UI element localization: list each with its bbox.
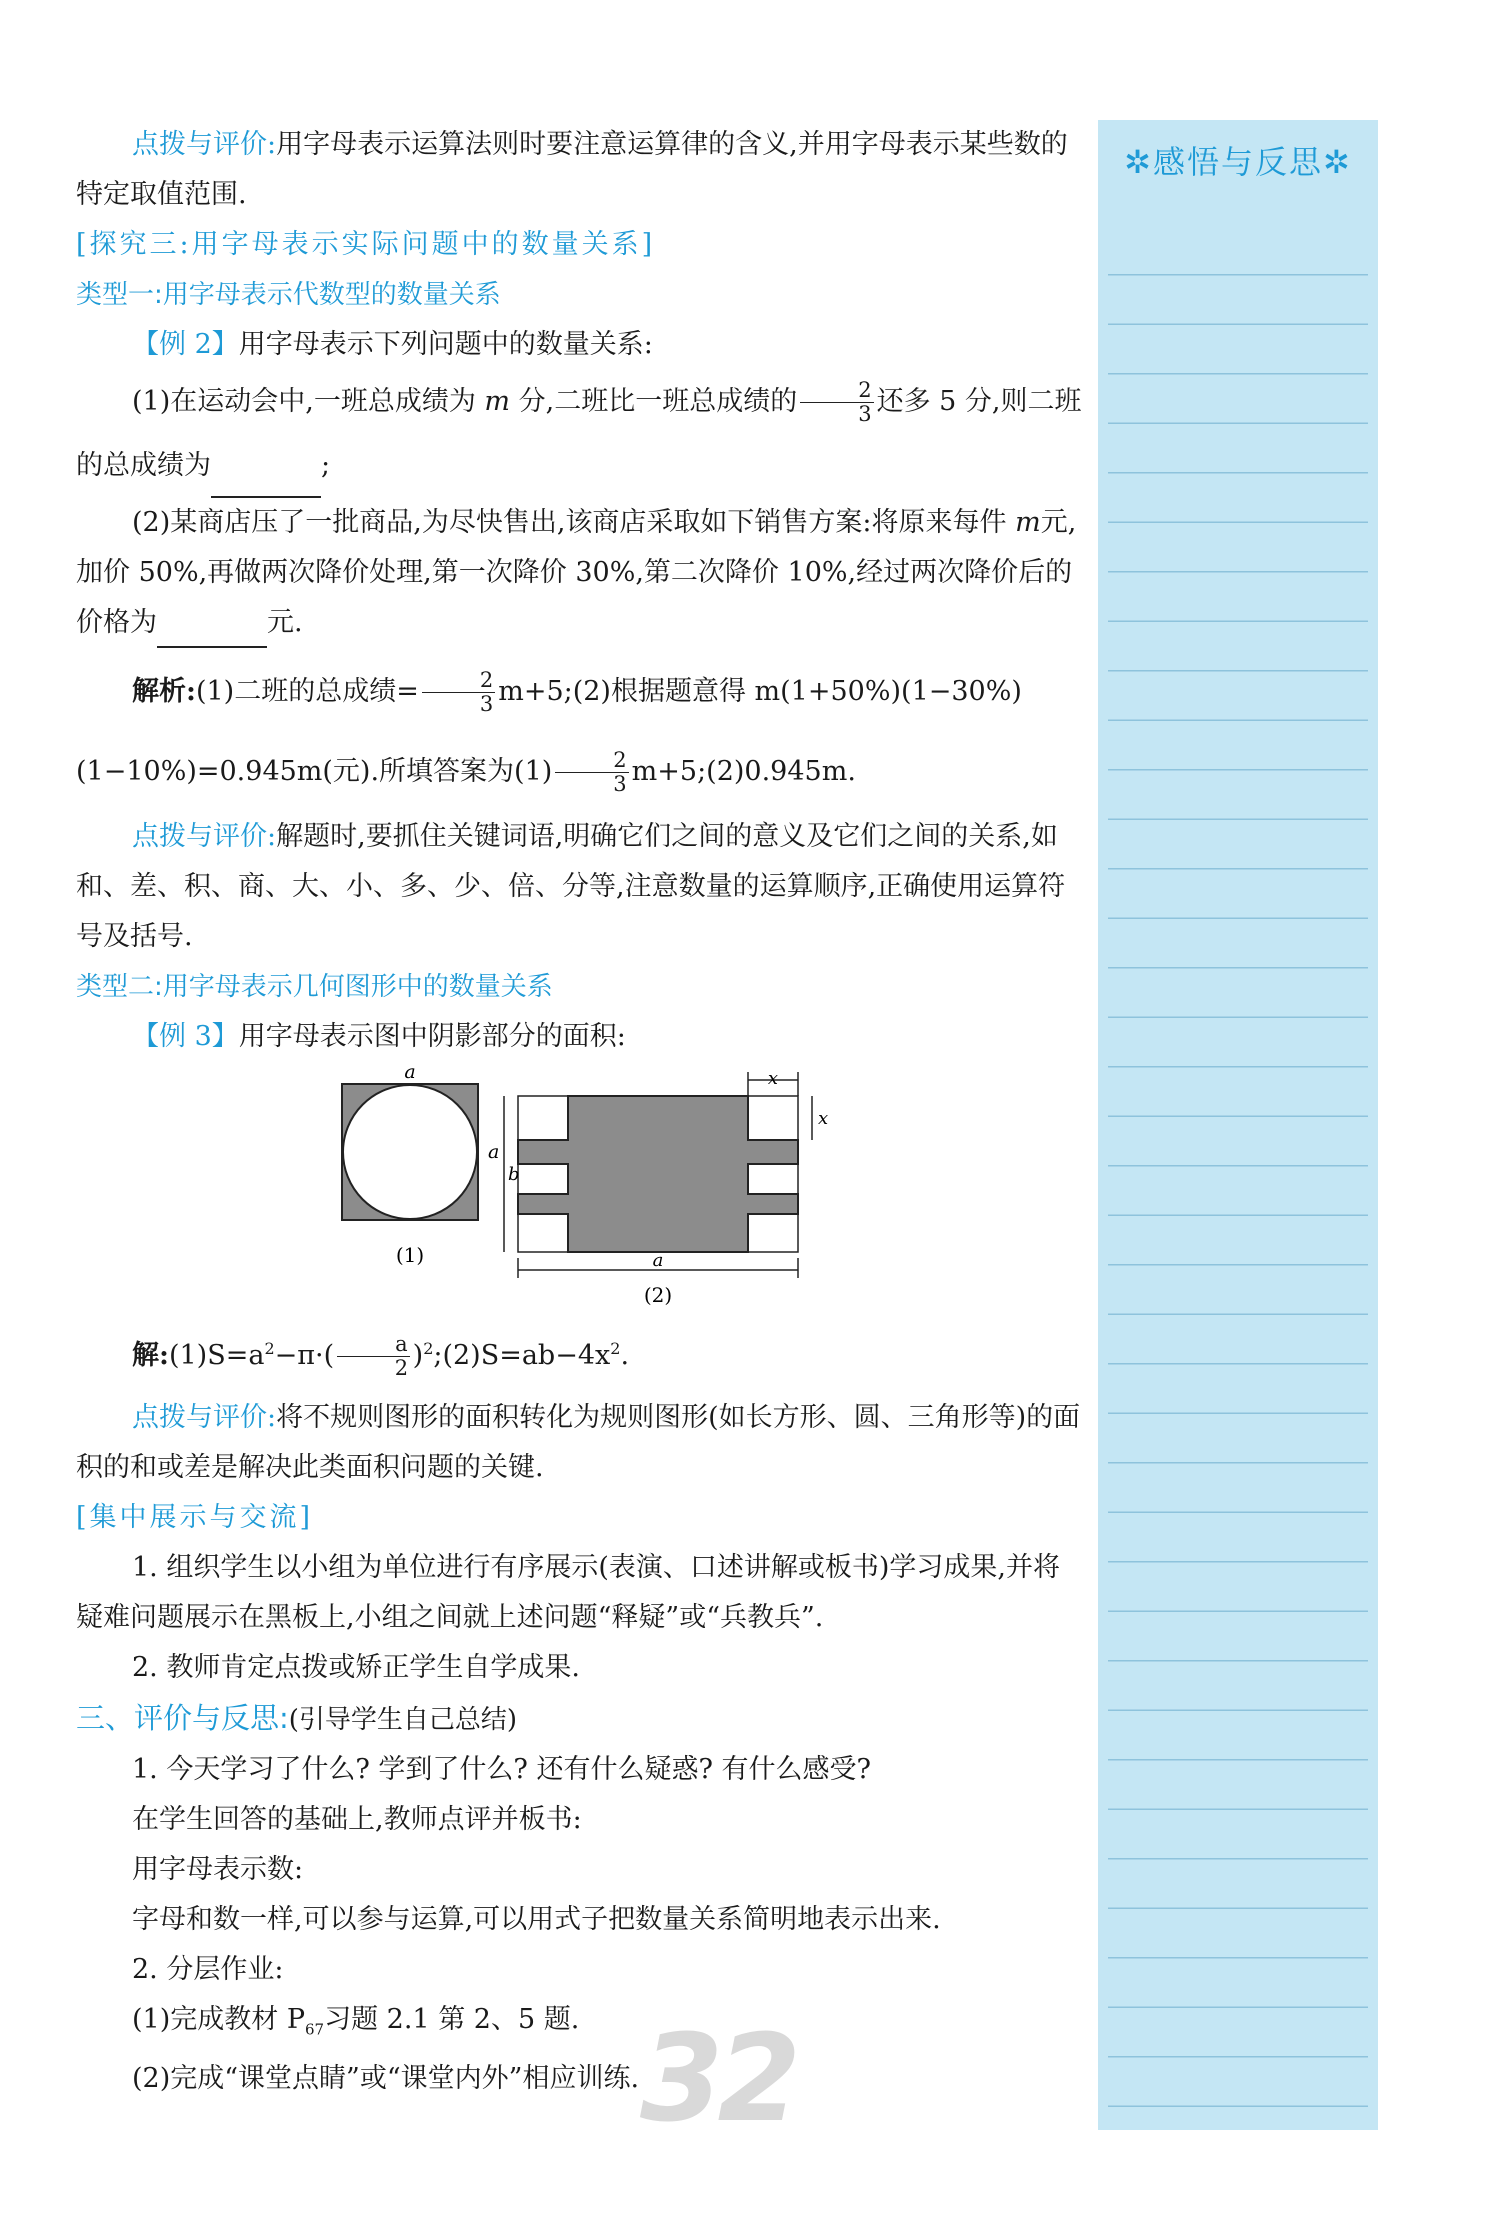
reflect-paragraph-3: 用字母表示数: xyxy=(132,1854,304,1885)
show-paragraph-1: 1. 组织学生以小组为单位进行有序展示(表演、口述讲解或板书)学习成果,并将疑难问题展示在黑板上,小组之间就上述问题“释疑”或“兵教兵”. xyxy=(76,1552,1060,1633)
reflect-paragraph-1: 1. 今天学习了什么? 学到了什么? 还有什么疑惑? 有什么感受? xyxy=(132,1754,871,1785)
section-three-heading: 三、评价与反思:(引导学生自己总结) xyxy=(76,1701,518,1735)
reflect-paragraph-5: 2. 分层作业: xyxy=(132,1954,284,1985)
fraction-two-thirds: $\frac{2}{3}$ xyxy=(800,379,873,426)
solution-example-2: 解析:(1)二班的总成绩= $\frac{2}{3}$ m+5;(2)根据题意得 m(1+50%)(1−30%)(1−10%)=0.945m(元).所填答案为(1) $\frac{2}{3}$ m+5;(2)0.945m. xyxy=(76,668,1022,796)
answer-blank-2 xyxy=(157,614,267,648)
example-2-text: 用字母表示下列问题中的数量关系: xyxy=(238,329,653,360)
example-2 xyxy=(76,320,1086,370)
fig2-label-a: a xyxy=(652,1250,664,1271)
figure-1-square-circle xyxy=(342,1062,499,1267)
question-1: (1)在运动会中,一班总成绩为 m 分,二班比一班总成绩的 $\frac{2}{3}$ 还多 5 分,则二班的总成绩为 ; xyxy=(76,370,1086,498)
tip-label: 点拨与评价: xyxy=(132,821,277,852)
homework-item-2: (2)完成“课堂点睛”或“课堂内外”相应训练. xyxy=(132,2063,640,2095)
sidebar-title: ✲感悟与反思✲ xyxy=(1124,143,1352,181)
fig2-label-b: b xyxy=(508,1164,520,1185)
show-section-title: [集中展示与交流] xyxy=(76,1502,314,1533)
fig1-label-a-right: a xyxy=(488,1141,500,1163)
solution-example-3: 解$:(1)S=a^2-\pi\cdot$( $\frac{a}{2}$ )$^2;(2)S=ab-4x^2$. xyxy=(132,1332,630,1380)
main-content xyxy=(76,120,1086,2104)
example-2-label: 【例 2】 xyxy=(132,329,239,360)
tip-paragraph-2: 点拨与评价:解题时,要抓住关键词语,明确它们之间的意义及它们之间的关系,如和、差、积、商、大、小、多、少、倍、分等,注意数量的运算顺序,正确使用运算符号及括号. xyxy=(76,821,1066,952)
question-2: (2)某商店压了一批商品,为尽快售出,该商店采取如下销售方案:将原来每件 m元,加价 50%,再做两次降价处理,第一次降价 30%,第二次降价 10%,经过两次降价后的价格为 元. xyxy=(76,498,1086,648)
show-paragraph-2: 2. 教师肯定点拨或矫正学生自学成果. xyxy=(132,1652,580,1683)
tip-paragraph-1 xyxy=(76,120,1086,220)
fig1-caption: (1) xyxy=(395,1243,425,1267)
figure-2-cut-rectangle xyxy=(504,1068,828,1307)
tip-paragraph-3: 点拨与评价:将不规则图形的面积转化为规则图形(如长方形、圆、三角形等)的面积的和或差是解决此类面积问题的关键. xyxy=(76,1402,1081,1483)
sidebar-ruled-lines xyxy=(1108,226,1368,2120)
tip-text: 用字母表示运算法则时要注意运算律的含义,并用字母表示某些数的特定取值范围. xyxy=(76,129,1068,210)
fig1-label-a-top: a xyxy=(404,1062,416,1083)
figures-svg xyxy=(76,1062,1086,1312)
answer-blank-1 xyxy=(211,464,321,498)
explore-three-title: [探究三:用字母表示实际问题中的数量关系] xyxy=(76,229,656,260)
geometry-figures xyxy=(76,1062,1086,1312)
type-one-heading: 类型一:用字母表示代数型的数量关系 xyxy=(76,280,501,310)
type-two-heading: 类型二:用字母表示几何图形中的数量关系 xyxy=(76,972,553,1002)
example-3-label: 【例 3】 xyxy=(132,1021,239,1052)
reflect-paragraph-4: 字母和数一样,可以参与运算,可以用式子把数量关系简明地表示出来. xyxy=(132,1904,941,1935)
page-number: 32 xyxy=(640,2010,795,2149)
solution-label: 解析: xyxy=(132,676,196,707)
reflection-sidebar xyxy=(1098,120,1378,2130)
example-3: 【例 3】用字母表示图中阴影部分的面积: xyxy=(132,1021,626,1052)
fig2-label-x-right: x xyxy=(818,1108,829,1129)
reflect-paragraph-2: 在学生回答的基础上,教师点评并板书: xyxy=(132,1804,582,1835)
homework-item-1: (1)完成教材 $P_{67}$习题 2.1 第 2、5 题. xyxy=(132,2004,580,2039)
tip-label: 点拨与评价: xyxy=(132,129,277,160)
fig2-label-x-top: x xyxy=(767,1068,779,1089)
fig2-caption: (2) xyxy=(643,1283,673,1307)
